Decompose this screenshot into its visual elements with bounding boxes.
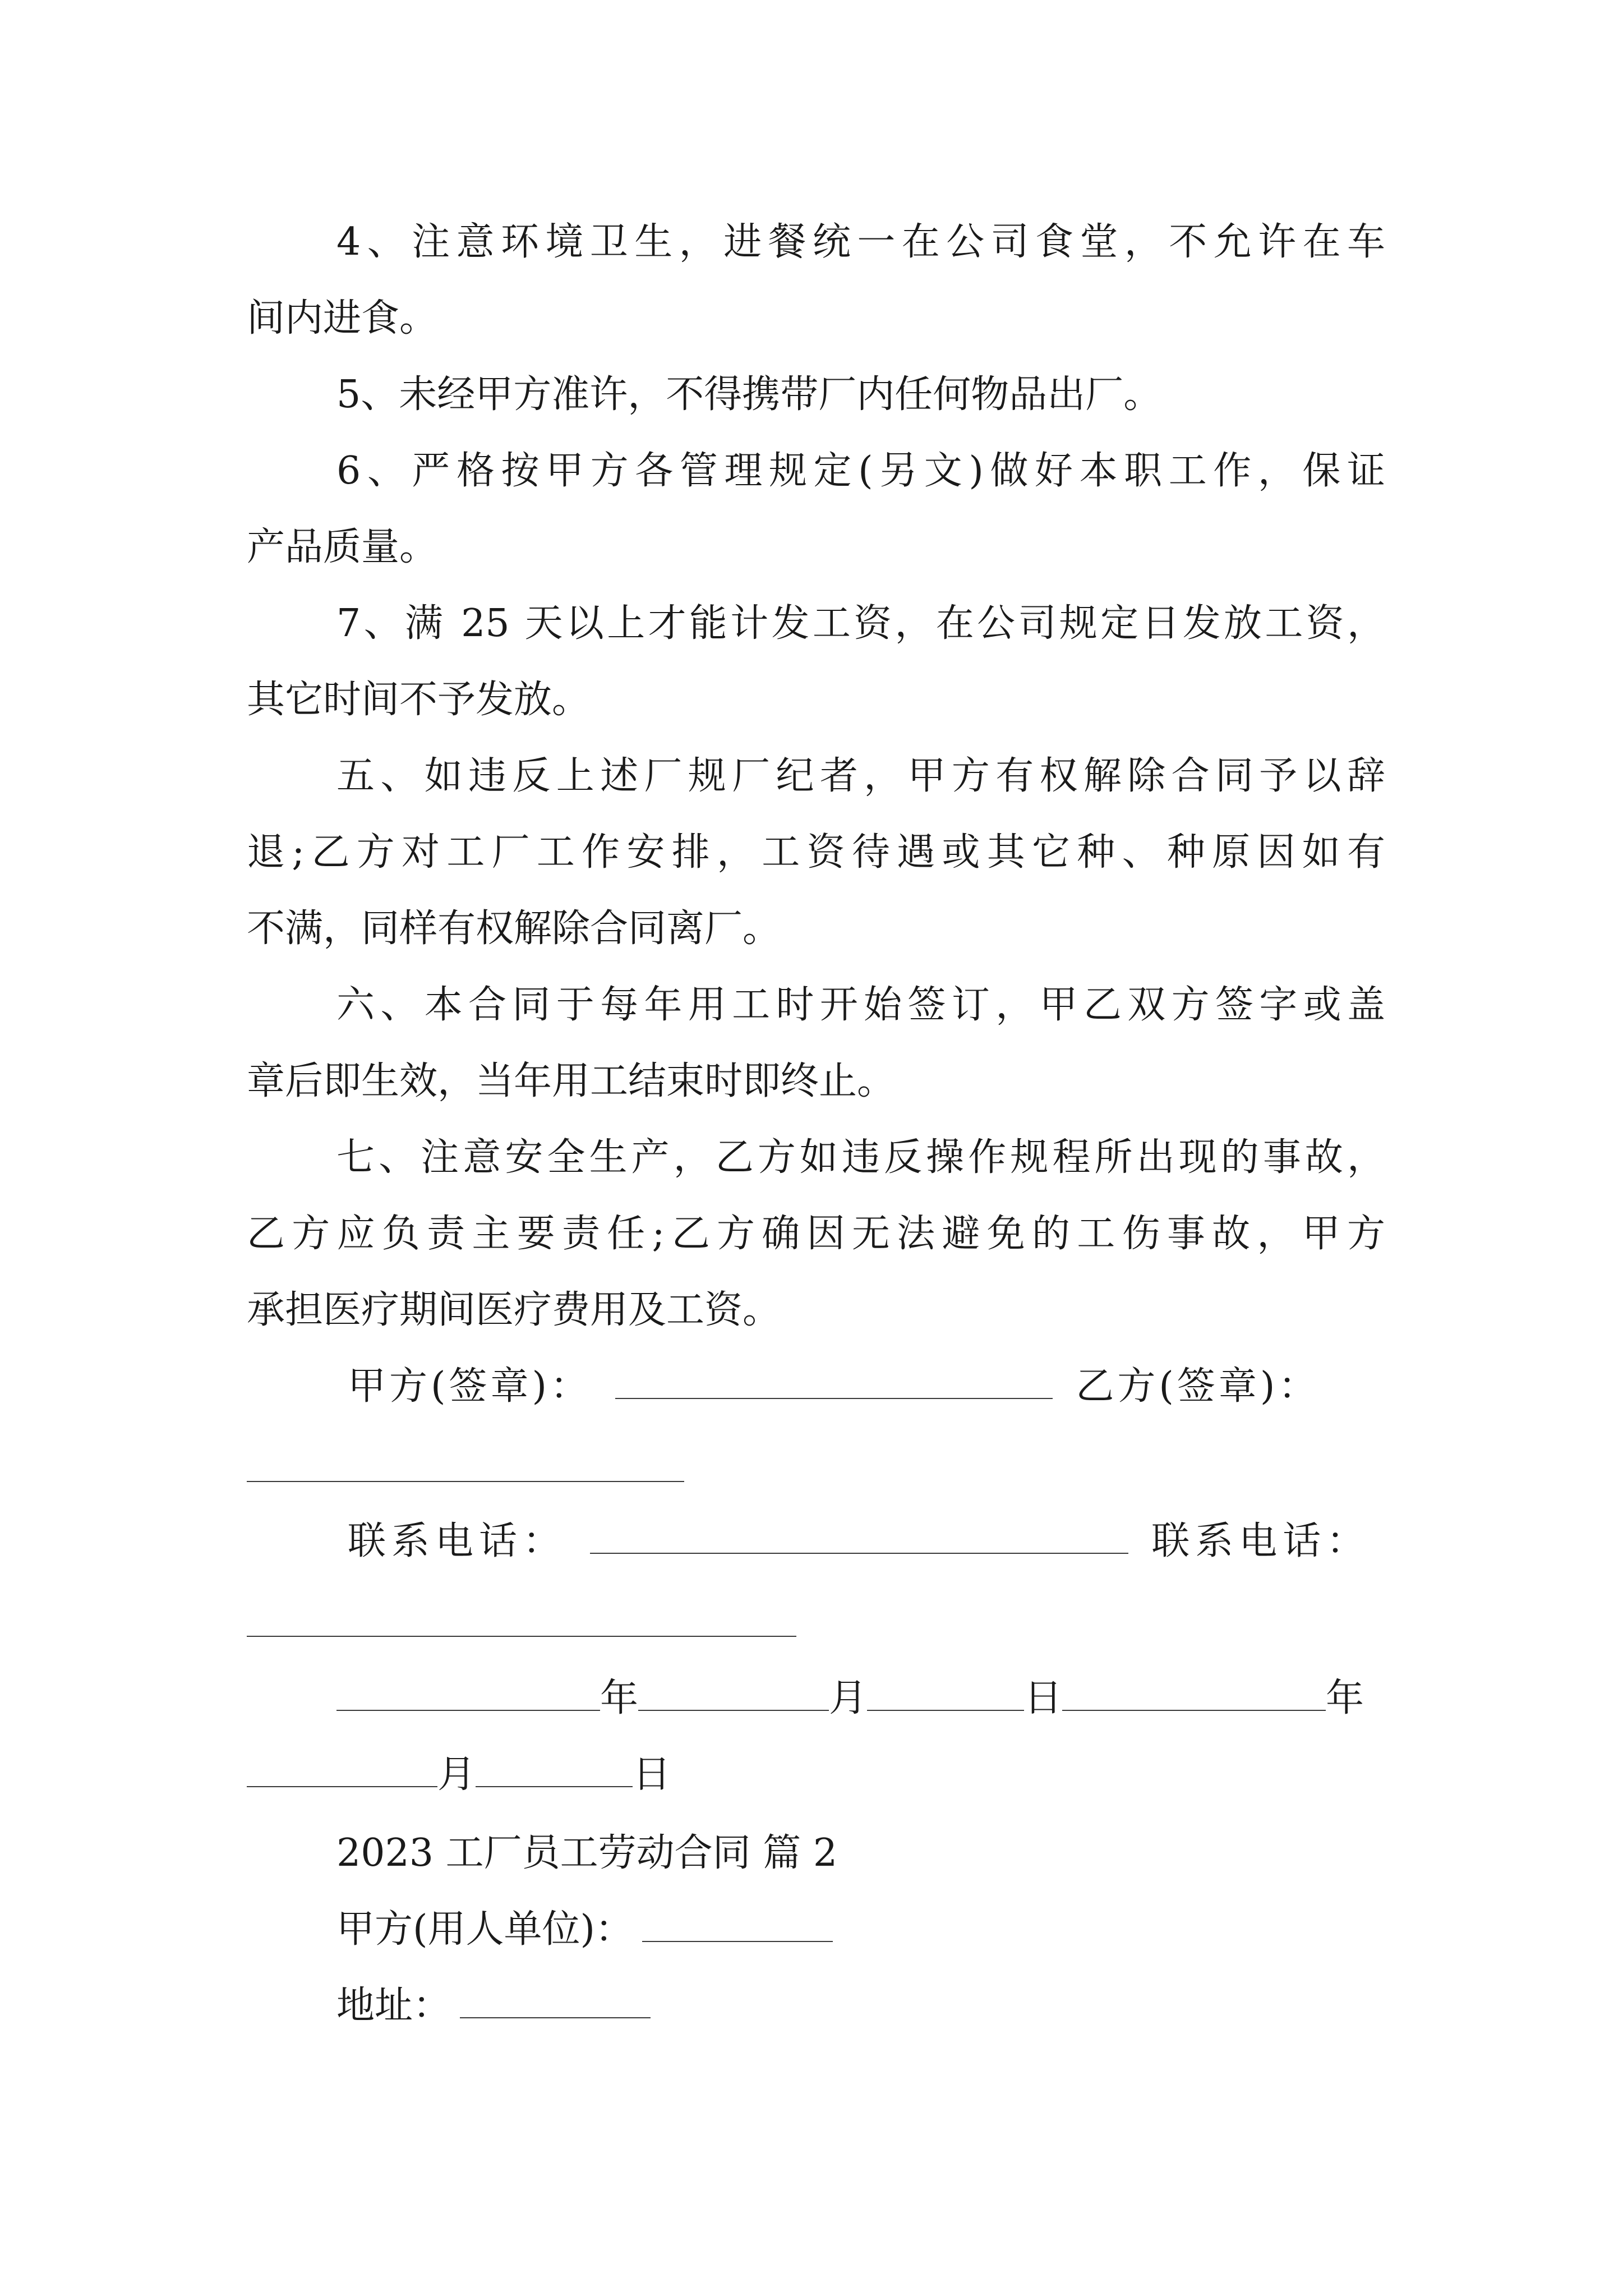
day-label: 日 [1024,1676,1063,1720]
signature-row [348,1349,1385,1425]
party-a-signature-blank[interactable] [615,1366,1053,1399]
article-five-line-2: 退;乙方对工厂工作安排，工资待遇或其它种、种原因如有 [247,830,1385,875]
party-a-phone-blank[interactable] [590,1521,1128,1554]
clause-5-line-1: 5、未经甲方准许，不得携带厂内任何物品出厂。 [336,372,1162,417]
article-six-line-1: 六、本合同于每年用工时开始签订，甲乙双方签字或盖 [336,983,1385,1027]
date-row-1 [336,1660,1385,1737]
party-b-year-blank[interactable] [1062,1678,1326,1711]
clause-6-line-1: 6、严格按甲方各管理规定(另文)做好本职工作，保证 [336,449,1385,493]
party-a-phone-label: 联系电话： [348,1519,567,1563]
party-b-day-blank[interactable] [476,1755,633,1787]
date-row-2 [247,1737,1385,1813]
party-b-signature-label: 乙方(签章)： [1076,1364,1320,1409]
party-a-day-blank[interactable] [867,1678,1024,1711]
party-a-month-blank[interactable] [638,1678,829,1711]
article-five-line-3: 不满，同样有权解除合同离厂。 [247,907,781,951]
day-label: 日 [633,1752,671,1797]
month-label: 月 [829,1676,868,1720]
party-b-phone-label: 联系电话： [1151,1519,1371,1563]
article-seven-line-2: 乙方应负责主要责任;乙方确因无法避免的工伤事故，甲方 [247,1212,1385,1256]
address-label: 地址： [336,1984,451,2028]
section-2-heading: 2023 工厂员工劳动合同 篇 2 [336,1831,838,1875]
clause-6-line-2: 产品质量。 [247,525,438,569]
clause-7-line-1: 7、满 25 天以上才能计发工资，在公司规定日发放工资， [336,601,1385,646]
address-row [336,1968,1385,2044]
party-a-signature-label: 甲方(签章)： [348,1364,592,1409]
party-b-signature-blank[interactable] [247,1481,684,1482]
employer-blank[interactable] [642,1910,833,1942]
year-label: 年 [1326,1676,1364,1720]
clause-4-line-1: 4、注意环境卫生，进餐统一在公司食堂，不允许在车 [336,220,1385,264]
party-b-phone-blank[interactable] [247,1636,796,1637]
party-b-month-blank[interactable] [247,1755,437,1787]
article-five-line-1: 五、如违反上述厂规厂纪者，甲方有权解除合同予以辞 [336,754,1385,798]
address-blank[interactable] [460,1986,651,2018]
article-seven-line-3: 承担医疗期间医疗费用及工资。 [247,1288,781,1332]
article-seven-line-1: 七、注意安全生产，乙方如违反操作规程所出现的事故， [336,1135,1385,1180]
employer-label: 甲方(用人单位)： [336,1907,634,1952]
employer-row [336,1892,1385,1968]
year-label: 年 [600,1676,639,1720]
clause-4-line-2: 间内进食。 [247,296,438,341]
article-six-line-2: 章后即生效，当年用工结束时即终止。 [247,1059,896,1103]
clause-7-line-2: 其它时间不予发放。 [247,678,591,722]
phone-row [348,1503,1385,1580]
month-label: 月 [437,1752,476,1797]
party-a-year-blank[interactable] [336,1678,600,1711]
